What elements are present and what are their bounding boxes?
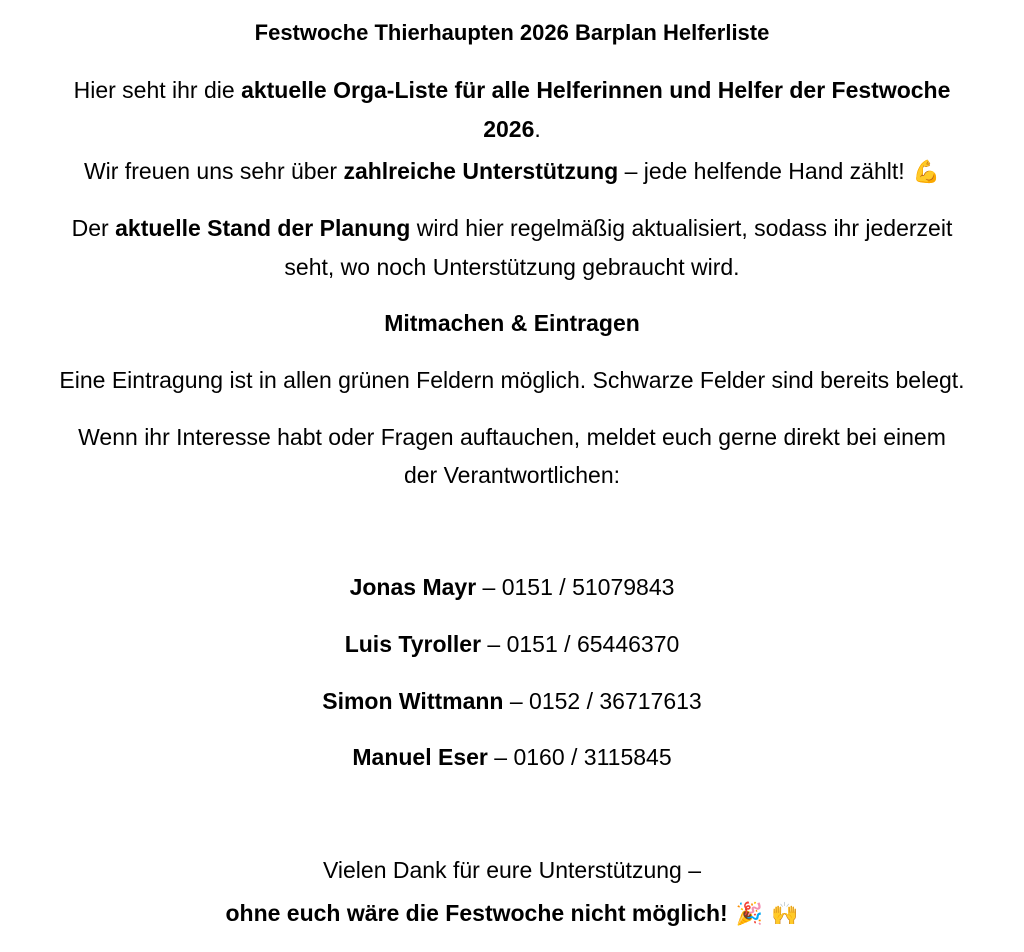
status-text: Der bbox=[71, 215, 116, 241]
contact-name: Luis Tyroller bbox=[344, 631, 482, 657]
status-line-2 bbox=[0, 253, 1024, 281]
thanks-line-2 bbox=[0, 899, 1024, 929]
raising-hands-icon: 🙌 bbox=[771, 902, 799, 927]
fields-note bbox=[0, 366, 1024, 394]
contact-phone: – 0151 / 51079843 bbox=[476, 574, 675, 600]
intro-bold-text: aktuelle Orga-Liste für alle Helferinnen und Helfer der Festwoche bbox=[241, 77, 951, 103]
contact-intro-text-2: der Verantwortlichen: bbox=[403, 462, 621, 488]
contact-phone: – 0160 / 3115845 bbox=[487, 744, 672, 770]
status-line-1 bbox=[0, 214, 1024, 242]
support-bold-text: zahlreiche Unterstützung bbox=[343, 158, 619, 184]
intro-line-3 bbox=[0, 157, 1024, 187]
party-popper-icon: 🎉 bbox=[735, 902, 764, 927]
support-suffix-text: – jede helfende Hand zählt! bbox=[618, 158, 905, 184]
contact-phone: – 0151 / 65446370 bbox=[481, 631, 680, 657]
section-heading-text: Mitmachen & Eintragen bbox=[384, 310, 640, 336]
contact-name: Manuel Eser bbox=[352, 744, 488, 770]
fields-note-text: Eine Eintragung ist in allen grünen Feldern möglich. Schwarze Felder sind bereits belegt. bbox=[59, 367, 965, 393]
contact-item bbox=[0, 743, 1024, 771]
intro-line-1 bbox=[0, 76, 1024, 104]
page-title bbox=[0, 19, 1024, 47]
status-text-2: seht, wo noch Unterstützung gebraucht wird. bbox=[284, 254, 740, 280]
contact-intro-text: Wenn ihr Interesse habt oder Fragen auftauchen, meldet euch gerne direkt bei einem bbox=[78, 424, 946, 450]
contact-item bbox=[0, 630, 1024, 658]
support-text: Wir freuen uns sehr über bbox=[83, 158, 344, 184]
status-bold-text: aktuelle Stand der Planung bbox=[115, 215, 411, 241]
contact-item bbox=[0, 573, 1024, 601]
contact-name: Jonas Mayr bbox=[349, 574, 477, 600]
contact-item bbox=[0, 687, 1024, 715]
thanks-text: Vielen Dank für eure Unterstützung – bbox=[322, 857, 702, 883]
contact-phone: – 0152 / 36717613 bbox=[503, 688, 702, 714]
contact-intro-line-1 bbox=[0, 423, 1024, 451]
thanks-bold-text: ohne euch wäre die Festwoche nicht möglich! bbox=[225, 900, 728, 926]
flexed-biceps-icon: 💪 bbox=[912, 160, 941, 185]
status-suffix-text: wird hier regelmäßig aktualisiert, sodass ihr jederzeit bbox=[410, 215, 953, 241]
intro-text: Hier seht ihr die bbox=[73, 77, 242, 103]
contact-intro-line-2 bbox=[0, 461, 1024, 489]
intro-line-2 bbox=[0, 115, 1024, 143]
intro-year-text: 2026 bbox=[483, 116, 535, 142]
intro-period: . bbox=[534, 116, 541, 142]
thanks-line-1 bbox=[0, 856, 1024, 884]
section-heading bbox=[0, 309, 1024, 337]
contact-name: Simon Wittmann bbox=[322, 688, 504, 714]
page-title-text: Festwoche Thierhaupten 2026 Barplan Helferliste bbox=[254, 20, 770, 45]
